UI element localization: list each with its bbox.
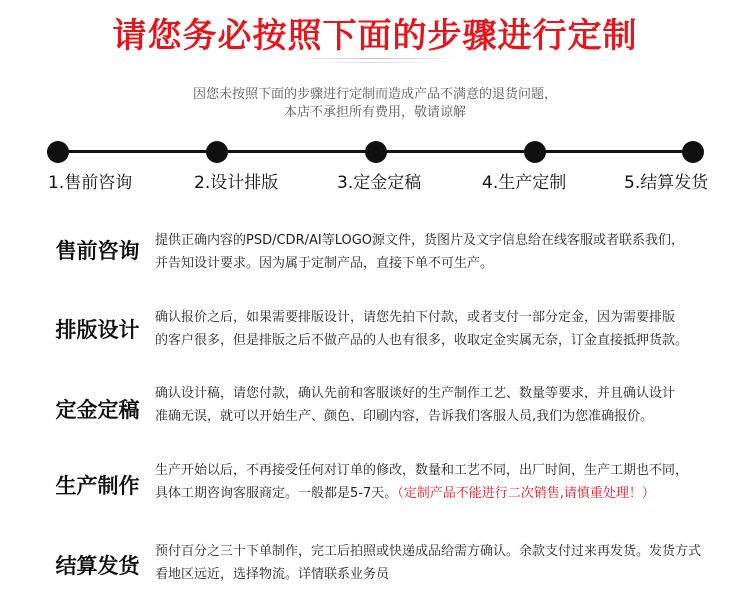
notice-line-2: 本店不承担所有费用，敬请谅解 — [283, 105, 466, 120]
section-body-presale — [155, 229, 725, 275]
title-divider-secondary — [310, 62, 440, 63]
title-divider — [290, 58, 460, 59]
step-label-3: 3.定金定稿 — [337, 173, 422, 193]
section-heading-deposit: 定金定稿 — [55, 398, 140, 422]
section-body-layout — [155, 306, 725, 352]
step-label-2: 2.设计排版 — [194, 173, 279, 193]
step-label-4: 4.生产定制 — [482, 173, 567, 193]
section-body-settlement — [155, 540, 725, 586]
section-line-text: 具体工期咨询客服商定。一般都是5-7天。 — [155, 486, 398, 501]
step-label-1: 1.售前咨询 — [48, 173, 133, 193]
section-heading-settlement: 结算发货 — [55, 554, 140, 578]
timeline-dot-2 — [206, 141, 228, 163]
section-heading-production: 生产制作 — [55, 474, 140, 498]
section-line: 确认设计稿，请您付款，确认先前和客服谈好的生产制作工艺、数量等要求，并且确认设计 — [155, 386, 676, 401]
page-title: 请您务必按照下面的步骤进行定制 — [112, 16, 638, 56]
timeline-dot-5 — [682, 141, 704, 163]
step-label-5: 5.结算发货 — [624, 173, 709, 193]
timeline-dot-3 — [365, 141, 387, 163]
section-body-deposit — [155, 382, 725, 428]
notice — [0, 86, 750, 122]
section-line: 的客户很多，但是排版之后不做产品的人也有很多，收取定金实属无奈，订金直接抵押货款。 — [155, 333, 689, 348]
section-line: 看地区远近，选择物流。详情联系业务员 — [155, 567, 390, 582]
section-line: 提供正确内容的PSD/CDR/AI等LOGO源文件，货图片及文字信息给在线客服或者联系我们， — [155, 233, 685, 248]
section-heading-layout: 排版设计 — [55, 318, 140, 342]
timeline-dot-1 — [47, 141, 69, 163]
section-line: 并告知设计要求。因为属于定制产品，直接下单不可生产。 — [155, 256, 494, 271]
warning-text: （定制产品不能进行二次销售,请慎重处理！） — [397, 486, 655, 501]
section-body-production — [155, 459, 725, 505]
section-heading-presale: 售前咨询 — [55, 239, 140, 263]
section-line: 生产开始以后，不再接受任何对订单的修改，数量和工艺不同，出厂时间，生产工期也不同， — [155, 463, 689, 478]
section-line: 准确无误，就可以开始生产、颜色、印刷内容，告诉我们客服人员,我们为您准确报价。 — [155, 409, 654, 424]
notice-line-1: 因您未按照下面的步骤进行定制而造成产品不满意的退货问题， — [192, 87, 557, 102]
section-line — [155, 482, 725, 505]
timeline-dot-4 — [524, 141, 546, 163]
section-line: 预付百分之三十下单制作，完工后拍照或快递成品给需方确认。余款支付过来再发货。发货方式 — [155, 544, 702, 559]
section-line: 确认报价之后，如果需要排版设计，请您先拍下付款，或者支付一部分定金，因为需要排版 — [155, 310, 676, 325]
